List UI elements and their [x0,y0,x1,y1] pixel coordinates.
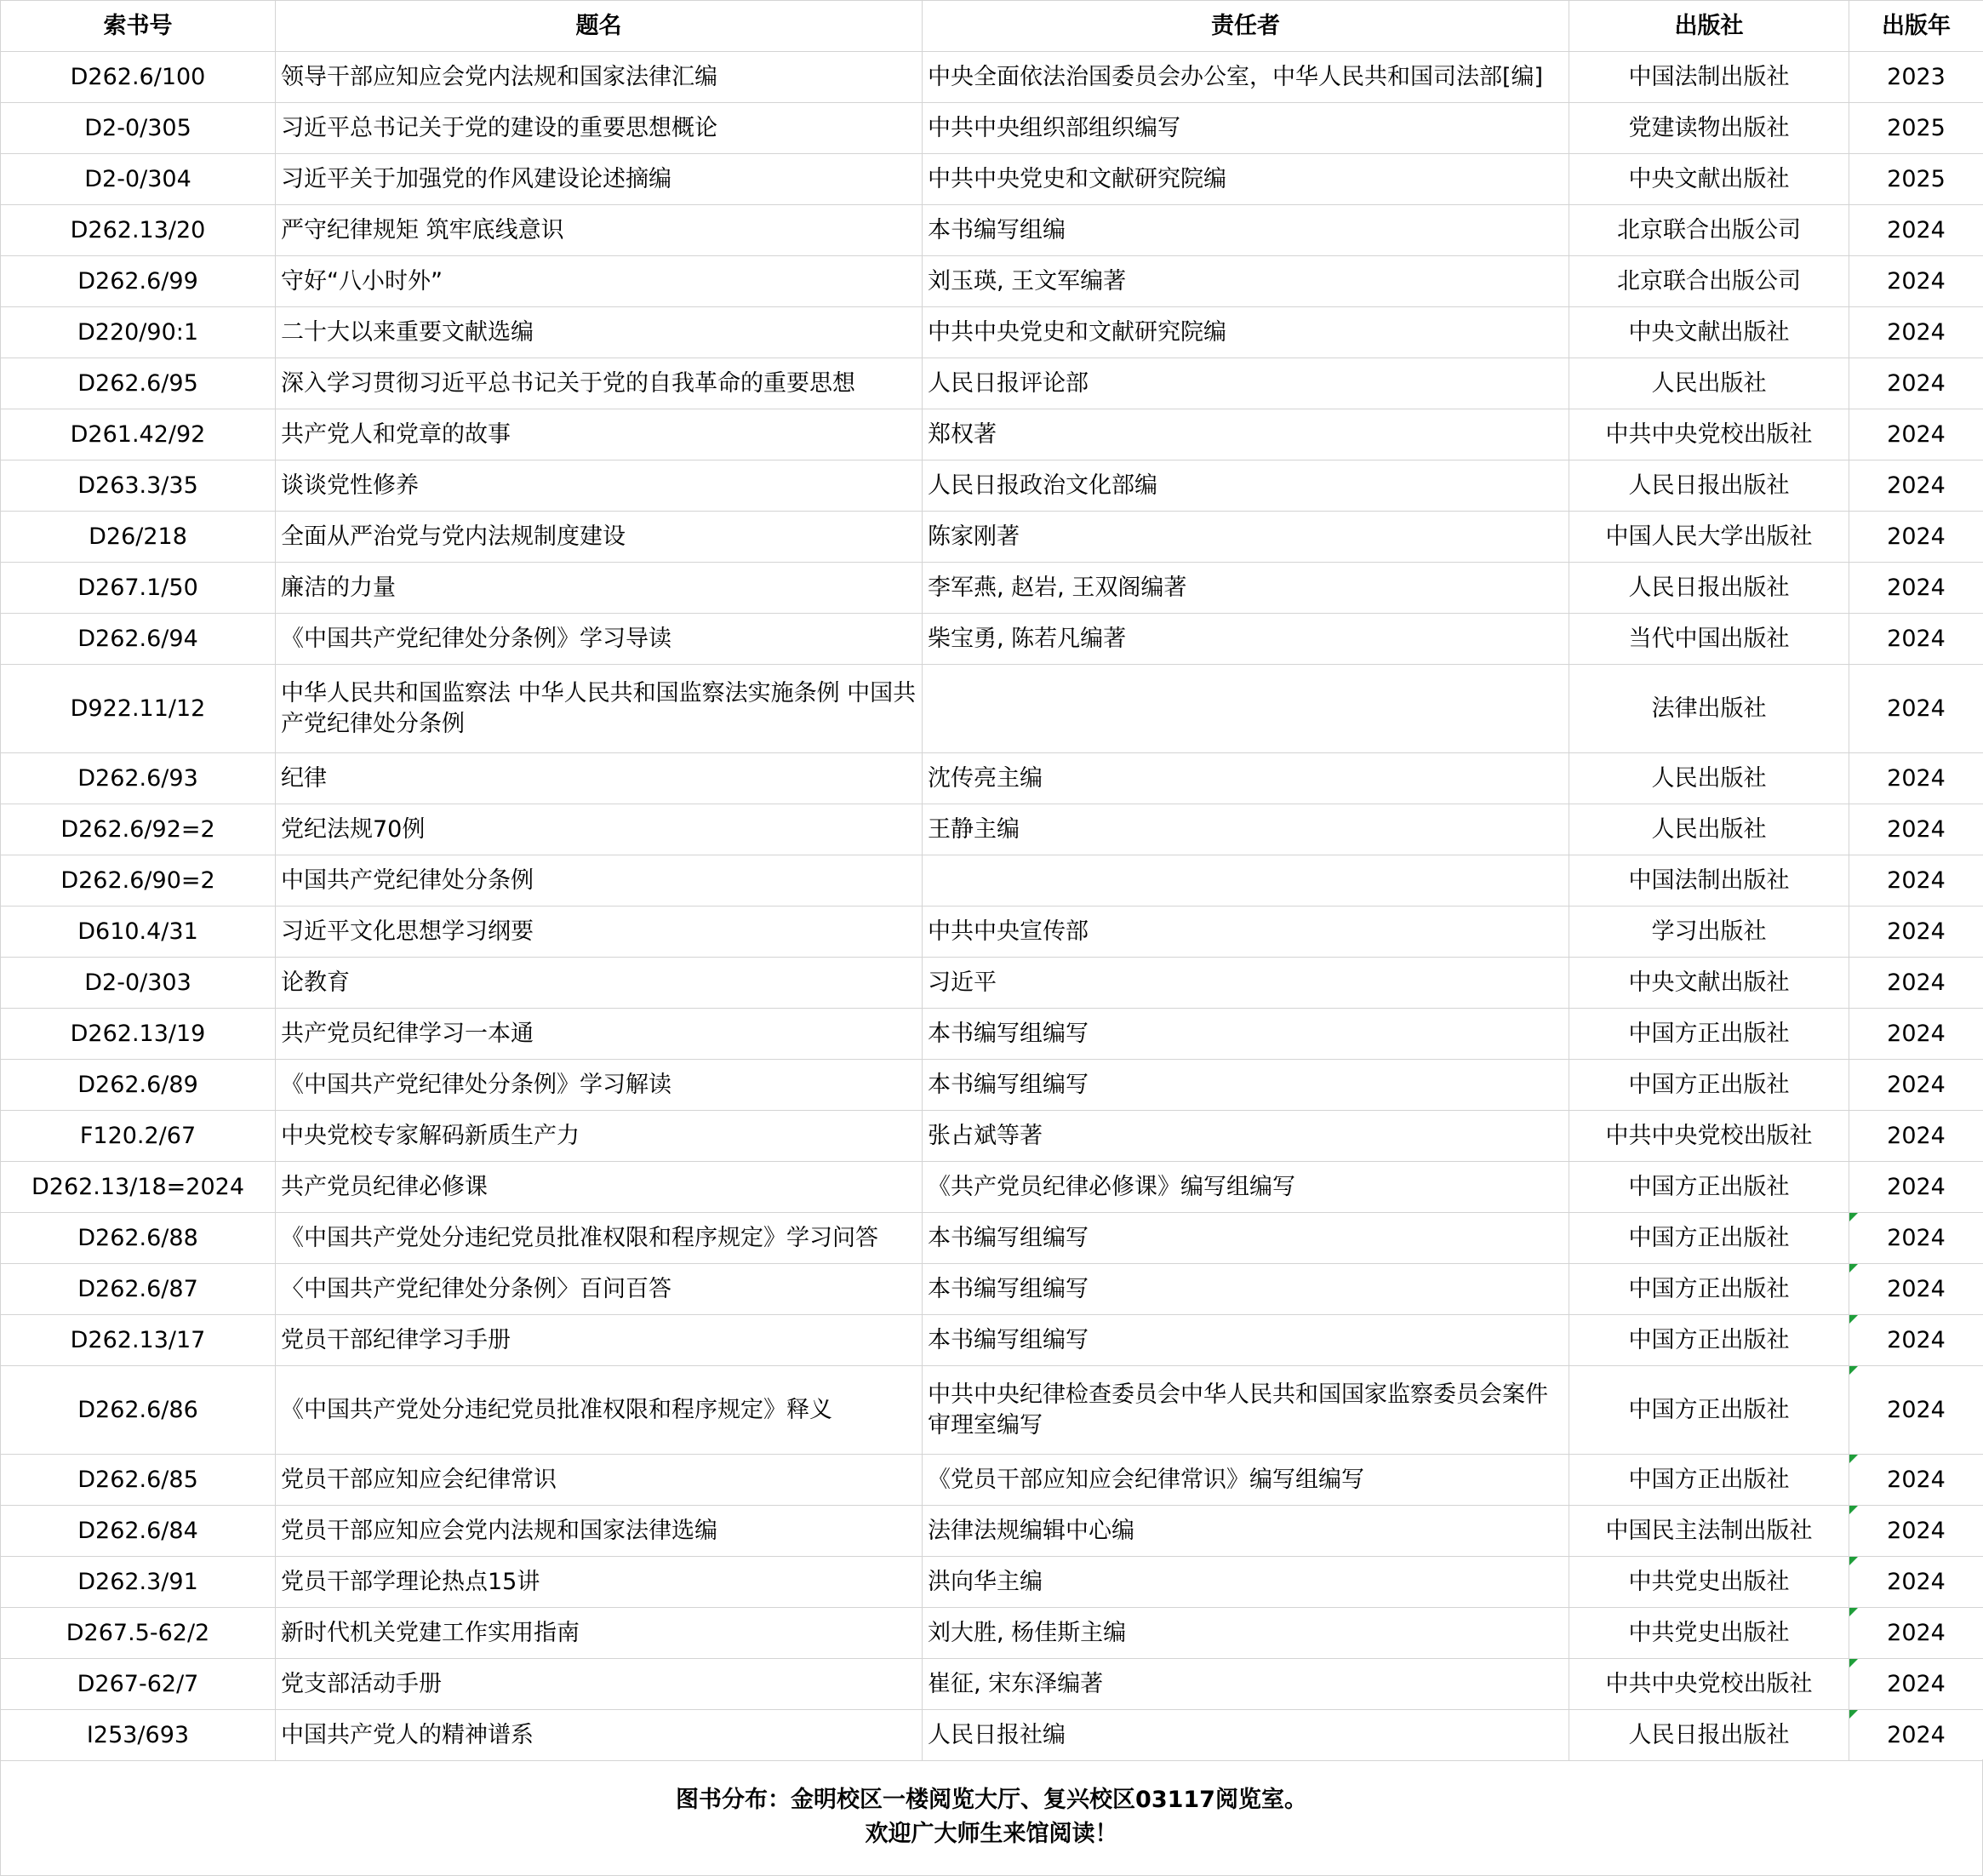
cell-author[interactable]: 中共中央组织部组织编写 [923,103,1569,154]
table-row [1,804,1983,855]
cell-call-number[interactable]: D262.6/100 [1,52,276,103]
cell-publisher[interactable]: 人民出版社 [1569,358,1849,409]
cell-call-number[interactable]: D262.13/19 [1,1009,276,1060]
table-row [1,1506,1983,1557]
cell-call-number[interactable]: D610.4/31 [1,907,276,958]
cell-publisher[interactable]: 中国方正出版社 [1569,1213,1849,1264]
cell-call-number[interactable]: D262.6/99 [1,256,276,307]
cell-title[interactable]: 论教育 [276,958,923,1009]
cell-year-text: 2025 [1887,165,1946,192]
cell-publisher[interactable]: 北京联合出版公司 [1569,205,1849,256]
cell-year-text: 2024 [1887,369,1946,397]
cell-year[interactable] [1849,1366,1983,1455]
cell-year-text: 2024 [1887,1396,1946,1423]
cell-year-text: 2024 [1887,1721,1946,1748]
cell-title[interactable]: 共产党员纪律必修课 [276,1162,923,1213]
cell-call-number[interactable]: D220/90:1 [1,307,276,358]
note-indicator-icon [1849,1608,1858,1616]
cell-year-text: 2024 [1887,1275,1946,1302]
table-row [1,1659,1983,1710]
cell-publisher[interactable]: 人民日报出版社 [1569,460,1849,512]
cell-call-number[interactable]: D2-0/304 [1,154,276,205]
cell-publisher[interactable]: 中共中央党校出版社 [1569,1111,1849,1162]
cell-call-number[interactable]: D267.5-62/2 [1,1608,276,1659]
cell-year-text: 2024 [1887,318,1946,346]
cell-publisher[interactable]: 中央文献出版社 [1569,958,1849,1009]
cell-author[interactable]: 人民日报政治文化部编 [923,460,1569,512]
cell-year-text: 2024 [1887,1326,1946,1353]
header-title[interactable]: 题名 [276,1,923,52]
cell-title[interactable]: 严守纪律规矩 筑牢底线意识 [276,205,923,256]
cell-author[interactable]: 习近平 [923,958,1569,1009]
table-row [1,1162,1983,1213]
cell-call-number[interactable]: D262.6/88 [1,1213,276,1264]
cell-title[interactable]: 党支部活动手册 [276,1659,923,1710]
cell-year[interactable] [1849,307,1983,358]
table-row [1,1455,1983,1506]
cell-year[interactable] [1849,614,1983,665]
note-indicator-icon [1849,1213,1858,1221]
cell-title[interactable]: 习近平总书记关于党的建设的重要思想概论 [276,103,923,154]
table-row [1,665,1983,753]
cell-author[interactable]: 刘玉瑛, 王文军编著 [923,256,1569,307]
cell-call-number[interactable]: D262.6/92=2 [1,804,276,855]
table-row [1,409,1983,460]
table-row [1,103,1983,154]
cell-publisher[interactable]: 中共中央党校出版社 [1569,409,1849,460]
cell-year-text: 2024 [1887,815,1946,843]
cell-year-text: 2024 [1887,1568,1946,1595]
cell-year-text: 2024 [1887,969,1946,996]
cell-call-number[interactable]: D261.42/92 [1,409,276,460]
cell-title[interactable]: 党员干部应知应会党内法规和国家法律选编 [276,1506,923,1557]
cell-call-number[interactable]: D262.6/93 [1,753,276,804]
cell-call-number[interactable]: D922.11/12 [1,665,276,753]
cell-title[interactable]: 中华人民共和国监察法 中华人民共和国监察法实施条例 中国共产党纪律处分条例 [276,665,923,753]
cell-call-number[interactable]: D262.6/85 [1,1455,276,1506]
cell-call-number[interactable]: D26/218 [1,512,276,563]
cell-year-text: 2024 [1887,625,1946,652]
table-row [1,154,1983,205]
cell-publisher[interactable]: 人民日报出版社 [1569,563,1849,614]
cell-year[interactable] [1849,1315,1983,1366]
cell-publisher[interactable]: 人民出版社 [1569,753,1849,804]
cell-publisher[interactable]: 中国方正出版社 [1569,1264,1849,1315]
cell-year[interactable] [1849,512,1983,563]
cell-author[interactable]: 本书编写组编写 [923,1009,1569,1060]
cell-year[interactable] [1849,1213,1983,1264]
table-row [1,307,1983,358]
cell-year-text: 2024 [1887,1020,1946,1047]
cell-author[interactable]: 柴宝勇, 陈若凡编著 [923,614,1569,665]
footer-welcome-text: 欢迎广大师生来馆阅读！ [865,1821,1118,1847]
cell-author[interactable]: 人民日报社编 [923,1710,1569,1761]
cell-year[interactable] [1849,1162,1983,1213]
cell-year[interactable] [1849,855,1983,907]
cell-year[interactable] [1849,1111,1983,1162]
cell-year[interactable] [1849,958,1983,1009]
table-row [1,563,1983,614]
cell-year[interactable] [1849,753,1983,804]
cell-call-number[interactable]: I253/693 [1,1710,276,1761]
cell-call-number[interactable]: D267-62/7 [1,1659,276,1710]
cell-title[interactable]: 深入学习贯彻习近平总书记关于党的自我革命的重要思想 [276,358,923,409]
cell-year-text: 2024 [1887,695,1946,722]
cell-publisher[interactable]: 中共党史出版社 [1569,1608,1849,1659]
cell-call-number[interactable]: D262.6/94 [1,614,276,665]
cell-publisher[interactable]: 中央文献出版社 [1569,307,1849,358]
cell-year[interactable] [1849,1264,1983,1315]
footer-note [0,1759,1983,1876]
cell-author[interactable]: 中共中央党史和文献研究院编 [923,154,1569,205]
cell-author[interactable]: 本书编写组编写 [923,1264,1569,1315]
cell-author[interactable]: 沈传亮主编 [923,753,1569,804]
cell-year-text: 2024 [1887,1517,1946,1544]
cell-author[interactable]: 本书编写组编写 [923,1060,1569,1111]
cell-year[interactable] [1849,256,1983,307]
cell-title[interactable]: 中国共产党纪律处分条例 [276,855,923,907]
cell-publisher[interactable]: 中国民主法制出版社 [1569,1506,1849,1557]
cell-publisher[interactable]: 党建读物出版社 [1569,103,1849,154]
cell-author[interactable]: 本书编写组编写 [923,1213,1569,1264]
cell-call-number[interactable]: D262.3/91 [1,1557,276,1608]
note-indicator-icon [1849,1264,1858,1273]
cell-year-text: 2024 [1887,420,1946,448]
cell-year-text: 2024 [1887,216,1946,243]
cell-publisher[interactable]: 北京联合出版公司 [1569,256,1849,307]
cell-author[interactable]: 中央全面依法治国委员会办公室，中华人民共和国司法部[编] [923,52,1569,103]
cell-year-text: 2024 [1887,867,1946,894]
cell-title[interactable]: 党员干部学理论热点15讲 [276,1557,923,1608]
cell-author[interactable]: 崔征, 宋东泽编著 [923,1659,1569,1710]
cell-title[interactable]: 中央党校专家解码新质生产力 [276,1111,923,1162]
table-row [1,855,1983,907]
cell-title[interactable]: 廉洁的力量 [276,563,923,614]
cell-publisher[interactable]: 中共党史出版社 [1569,1557,1849,1608]
cell-call-number[interactable]: D262.13/17 [1,1315,276,1366]
cell-call-number[interactable]: D262.6/89 [1,1060,276,1111]
cell-title[interactable]: 纪律 [276,753,923,804]
table-row [1,1111,1983,1162]
table-row [1,460,1983,512]
cell-year-text: 2024 [1887,1224,1946,1251]
cell-year[interactable] [1849,1009,1983,1060]
table-body [1,52,1983,1761]
cell-author[interactable]: 洪向华主编 [923,1557,1569,1608]
cell-year[interactable] [1849,804,1983,855]
cell-publisher[interactable]: 中国人民大学出版社 [1569,512,1849,563]
cell-title[interactable]: 习近平文化思想学习纲要 [276,907,923,958]
cell-author[interactable] [923,855,1569,907]
cell-year-text: 2024 [1887,764,1946,792]
cell-year[interactable] [1849,103,1983,154]
cell-publisher[interactable]: 中国方正出版社 [1569,1366,1849,1455]
cell-publisher[interactable]: 中国法制出版社 [1569,52,1849,103]
cell-title[interactable]: 〈中国共产党纪律处分条例〉百问百答 [276,1264,923,1315]
cell-publisher[interactable]: 人民出版社 [1569,804,1849,855]
cell-title[interactable]: 共产党人和党章的故事 [276,409,923,460]
table-row [1,1060,1983,1111]
cell-title[interactable]: 《中国共产党纪律处分条例》学习导读 [276,614,923,665]
table-row [1,52,1983,103]
table-row [1,512,1983,563]
cell-year[interactable] [1849,1506,1983,1557]
note-indicator-icon [1849,1366,1858,1375]
cell-title[interactable]: 中国共产党人的精神谱系 [276,1710,923,1761]
cell-publisher[interactable]: 中共中央党校出版社 [1569,1659,1849,1710]
cell-year-text: 2023 [1887,63,1946,90]
cell-year[interactable] [1849,1659,1983,1710]
cell-publisher[interactable]: 中国方正出版社 [1569,1162,1849,1213]
header-call-number[interactable]: 索书号 [1,1,276,52]
cell-call-number[interactable]: F120.2/67 [1,1111,276,1162]
cell-publisher[interactable]: 学习出版社 [1569,907,1849,958]
cell-year-text: 2024 [1887,1670,1946,1697]
cell-publisher[interactable]: 中国方正出版社 [1569,1455,1849,1506]
cell-call-number[interactable]: D2-0/305 [1,103,276,154]
cell-call-number[interactable]: D2-0/303 [1,958,276,1009]
table-row [1,1608,1983,1659]
cell-year-text: 2024 [1887,1619,1946,1646]
table-row [1,1557,1983,1608]
table-row [1,205,1983,256]
cell-call-number[interactable]: D262.6/86 [1,1366,276,1455]
cell-publisher[interactable]: 当代中国出版社 [1569,614,1849,665]
cell-title[interactable]: 党员干部纪律学习手册 [276,1315,923,1366]
cell-call-number[interactable]: D263.3/35 [1,460,276,512]
cell-call-number[interactable]: D262.13/20 [1,205,276,256]
cell-title[interactable]: 新时代机关党建工作实用指南 [276,1608,923,1659]
cell-title[interactable]: 守好“八小时外” [276,256,923,307]
cell-call-number[interactable]: D262.6/84 [1,1506,276,1557]
cell-author[interactable]: 陈家刚著 [923,512,1569,563]
cell-publisher[interactable]: 中国方正出版社 [1569,1315,1849,1366]
cell-year-text: 2024 [1887,1466,1946,1493]
cell-title[interactable]: 《中国共产党处分违纪党员批准权限和程序规定》释义 [276,1366,923,1455]
cell-year[interactable] [1849,907,1983,958]
table-row [1,1366,1983,1455]
cell-year-text: 2025 [1887,114,1946,141]
table-row [1,1315,1983,1366]
cell-author[interactable]: 中共中央党史和文献研究院编 [923,307,1569,358]
cell-year-text: 2024 [1887,918,1946,945]
cell-title[interactable]: 党纪法规70例 [276,804,923,855]
table-row [1,1009,1983,1060]
cell-year[interactable] [1849,665,1983,753]
note-indicator-icon [1849,1710,1858,1719]
cell-author[interactable]: 《共产党员纪律必修课》编写组编写 [923,1162,1569,1213]
cell-author[interactable]: 张占斌等著 [923,1111,1569,1162]
cell-year-text: 2024 [1887,523,1946,550]
cell-year[interactable] [1849,460,1983,512]
cell-year[interactable] [1849,154,1983,205]
cell-year-text: 2024 [1887,472,1946,499]
cell-author[interactable]: 人民日报评论部 [923,358,1569,409]
header-publisher[interactable]: 出版社 [1569,1,1849,52]
cell-author[interactable]: 中共中央纪律检查委员会中华人民共和国国家监察委员会案件审理室编写 [923,1366,1569,1455]
cell-year[interactable] [1849,1455,1983,1506]
cell-publisher[interactable]: 法律出版社 [1569,665,1849,753]
cell-call-number[interactable]: D262.6/95 [1,358,276,409]
table-row [1,1213,1983,1264]
header-row [1,1,1983,52]
note-indicator-icon [1849,1315,1858,1324]
footer-location-text: 图书分布：金明校区一楼阅览大厅、复兴校区03117阅览室。 [676,1787,1307,1813]
cell-author[interactable]: 本书编写组编写 [923,1315,1569,1366]
cell-year-text: 2024 [1887,1122,1946,1149]
table-row [1,958,1983,1009]
cell-year-text: 2024 [1887,1071,1946,1098]
table-row [1,753,1983,804]
cell-author[interactable]: 李军燕, 赵岩, 王双阁编著 [923,563,1569,614]
cell-year[interactable] [1849,1710,1983,1761]
header-author[interactable]: 责任者 [923,1,1569,52]
cell-author[interactable]: 王静主编 [923,804,1569,855]
note-indicator-icon [1849,1557,1858,1565]
cell-year[interactable] [1849,52,1983,103]
note-indicator-icon [1849,1659,1858,1667]
cell-author[interactable]: 《党员干部应知应会纪律常识》编写组编写 [923,1455,1569,1506]
cell-author[interactable]: 本书编写组编 [923,205,1569,256]
header-year[interactable]: 出版年 [1849,1,1983,52]
cell-call-number[interactable]: D267.1/50 [1,563,276,614]
cell-year[interactable] [1849,409,1983,460]
cell-title[interactable]: 谈谈党性修养 [276,460,923,512]
cell-author[interactable] [923,665,1569,753]
cell-publisher[interactable]: 中国方正出版社 [1569,1009,1849,1060]
table-row [1,256,1983,307]
cell-title[interactable]: 党员干部应知应会纪律常识 [276,1455,923,1506]
cell-title[interactable]: 习近平关于加强党的作风建设论述摘编 [276,154,923,205]
cell-year-text: 2024 [1887,267,1946,295]
cell-year[interactable] [1849,1557,1983,1608]
cell-year[interactable] [1849,563,1983,614]
table-row [1,1710,1983,1761]
note-indicator-icon [1849,1455,1858,1463]
cell-year[interactable] [1849,205,1983,256]
cell-author[interactable]: 刘大胜, 杨佳斯主编 [923,1608,1569,1659]
cell-author[interactable]: 法律法规编辑中心编 [923,1506,1569,1557]
cell-call-number[interactable]: D262.6/87 [1,1264,276,1315]
cell-call-number[interactable]: D262.6/90=2 [1,855,276,907]
cell-publisher[interactable]: 中央文献出版社 [1569,154,1849,205]
cell-title[interactable]: 《中国共产党纪律处分条例》学习解读 [276,1060,923,1111]
note-indicator-icon [1849,1506,1858,1514]
table-row [1,907,1983,958]
cell-publisher[interactable]: 中国法制出版社 [1569,855,1849,907]
cell-title[interactable]: 二十大以来重要文献选编 [276,307,923,358]
table-row [1,358,1983,409]
cell-year[interactable] [1849,358,1983,409]
cell-year[interactable] [1849,1060,1983,1111]
cell-year-text: 2024 [1887,574,1946,601]
table-row [1,614,1983,665]
cell-title[interactable]: 《中国共产党处分违纪党员批准权限和程序规定》学习问答 [276,1213,923,1264]
cell-title[interactable]: 共产党员纪律学习一本通 [276,1009,923,1060]
table-row [1,1264,1983,1315]
cell-title[interactable]: 领导干部应知应会党内法规和国家法律汇编 [276,52,923,103]
cell-author[interactable]: 中共中央宣传部 [923,907,1569,958]
cell-publisher[interactable]: 中国方正出版社 [1569,1060,1849,1111]
cell-year[interactable] [1849,1608,1983,1659]
cell-title[interactable]: 全面从严治党与党内法规制度建设 [276,512,923,563]
cell-call-number[interactable]: D262.13/18=2024 [1,1162,276,1213]
cell-publisher[interactable]: 人民日报出版社 [1569,1710,1849,1761]
cell-author[interactable]: 郑权著 [923,409,1569,460]
cell-year-text: 2024 [1887,1173,1946,1200]
